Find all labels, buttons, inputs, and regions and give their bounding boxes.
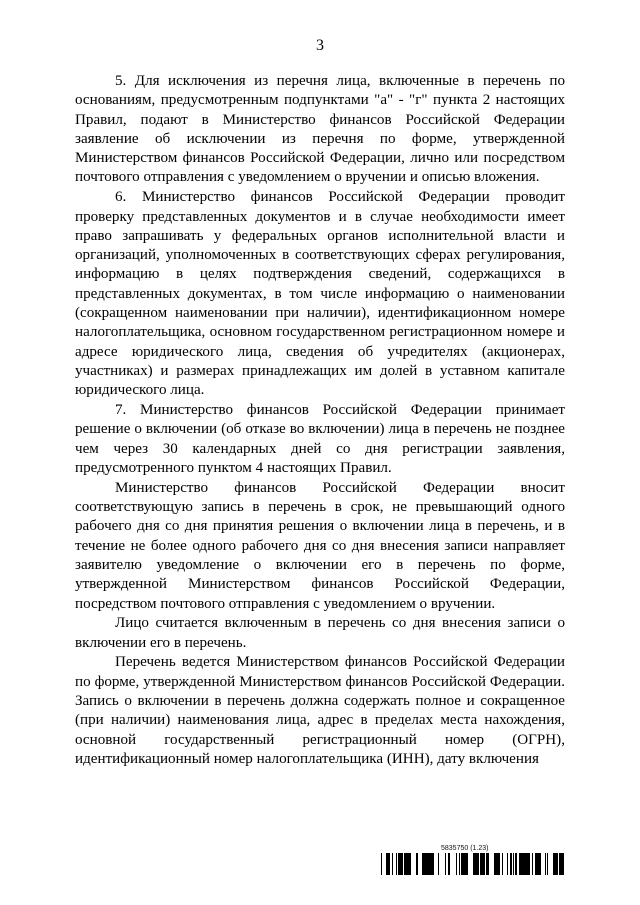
paragraph-5: 5. Для исключения из перечня лица, включенные в перечень по основаниям, предусмотренным подпунктами "а" - "г" пункта 2 настоящих Правил, подают в Министерство финансов Российской Федерации заявление об исключении из перечня по форме, утвержденной Министерством финансов Российской Федерации, лично или посредством почтового отправления с уведомлением о вручении и описью вложения. [75,73,565,186]
page-number: 3 [316,37,324,54]
paragraph-7-part-2: Министерство финансов Российской Федерации вносит соответствующую запись в перечень в срок, не превышающий одного рабочего дня со дня принятия решения о включении лица в перечень, и в течение не более одного рабочего дня со дня внесения записи направляет заявителю уведомление о включении его в перечень по форме, утвержденной Министерством финансов Российской Федерации, посредством почтового отправления с уведомлением о вручении. [75,479,565,612]
document-body [75,72,565,769]
paragraph-7-part-4: Перечень ведется Министерством финансов Российской Федерации по форме, утвержденной Министерством финансов Российской Федерации. Запись о включении в перечень должна содержать полное и сокращенное (при наличии) наименования лица, адрес в пределах места нахождения, основной государственный регистрационный номер (ОГРН), идентификационный номер налогоплательщика (ИНН), дату включения [75,654,565,767]
paragraph-6: 6. Министерство финансов Российской Федерации проводит проверку представленных документов и в случае необходимости имеет право запрашивать у федеральных органов исполнительной власти и организаций, уполномоченных в соответствующих сферах регулирования, информацию в целях подтверждения сведений, содержащихся в представленных документах, в том числе информацию о наименовании (сокращенном наименовании при наличии), идентификационном номере налогоплательщика, основном государственном регистрационном номере и адресе юридического лица, сведения об учредителях (акционерах, участниках) и размерах принадлежащих им долей в уставном капитале юридического лица. [75,189,565,399]
barcode-number: 5835750 (1.23) [441,845,489,852]
barcode-image [375,853,565,875]
paragraph-7: 7. Министерство финансов Российской Федерации принимает решение о включении (об отказе во включении) лица в перечень не позднее чем через 30 календарных дней со дня регистрации заявления, предусмотренного пунктом 4 настоящих Правил. [75,402,565,476]
paragraph-7-part-3: Лицо считается включенным в перечень со дня внесения записи о включении его в перечень. [75,615,565,651]
